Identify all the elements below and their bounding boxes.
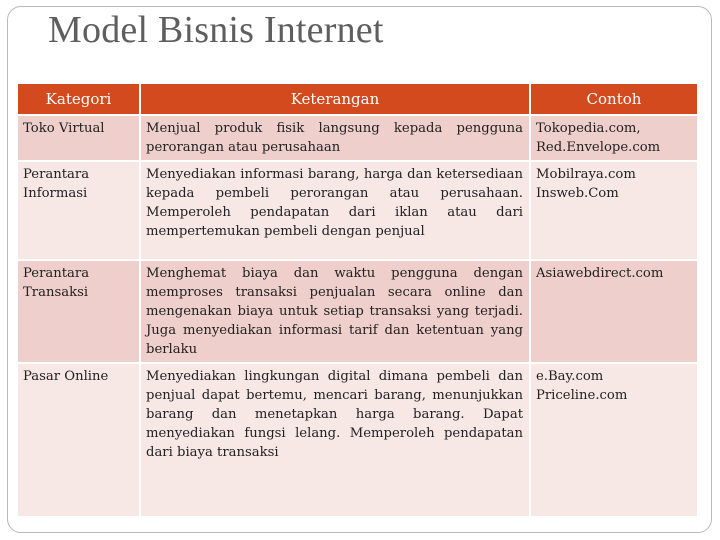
header-kategori: Kategori bbox=[18, 84, 141, 114]
cell-kategori: Pasar Online bbox=[18, 362, 141, 516]
cell-keterangan: Menghemat biaya dan waktu pengguna dengan memproses transaksi penjualan secara online dan mengenakan biaya untuk setiap transaksi yang terjadi. Juga menyediakan informasi tarif dan ketentuan yang berlaku bbox=[141, 259, 531, 362]
header-contoh: Contoh bbox=[531, 84, 697, 114]
cell-keterangan: Menjual produk fisik langsung kepada pengguna perorangan atau perusahaan bbox=[141, 114, 531, 160]
business-model-table bbox=[18, 84, 697, 516]
cell-kategori: Toko Virtual bbox=[18, 114, 141, 160]
table-row bbox=[18, 114, 697, 160]
table-row bbox=[18, 362, 697, 516]
header-keterangan: Keterangan bbox=[141, 84, 531, 114]
cell-contoh: Asiawebdirect.com bbox=[531, 259, 697, 362]
slide-title: Model Bisnis Internet bbox=[48, 9, 384, 51]
table-row bbox=[18, 259, 697, 362]
table-header-row bbox=[18, 84, 697, 114]
cell-contoh: e.Bay.com Priceline.com bbox=[531, 362, 697, 516]
cell-keterangan: Menyediakan lingkungan digital dimana pembeli dan penjual dapat bertemu, mencari barang, menunjukkan barang dan menetapkan harga barang. Dapat menyediakan fungsi lelang. Memperoleh pendapatan dari biaya transaksi bbox=[141, 362, 531, 516]
cell-contoh: Mobilraya.com Insweb.Com bbox=[531, 160, 697, 259]
cell-kategori: Perantara Transaksi bbox=[18, 259, 141, 362]
cell-kategori: Perantara Informasi bbox=[18, 160, 141, 259]
cell-contoh: Tokopedia.com, Red.Envelope.com bbox=[531, 114, 697, 160]
table-row bbox=[18, 160, 697, 259]
cell-keterangan: Menyediakan informasi barang, harga dan ketersediaan kepada pembeli perorangan atau perusahaan. Memperoleh pendapatan dari iklan atau dari mempertemukan pembeli dengan penjual bbox=[141, 160, 531, 259]
